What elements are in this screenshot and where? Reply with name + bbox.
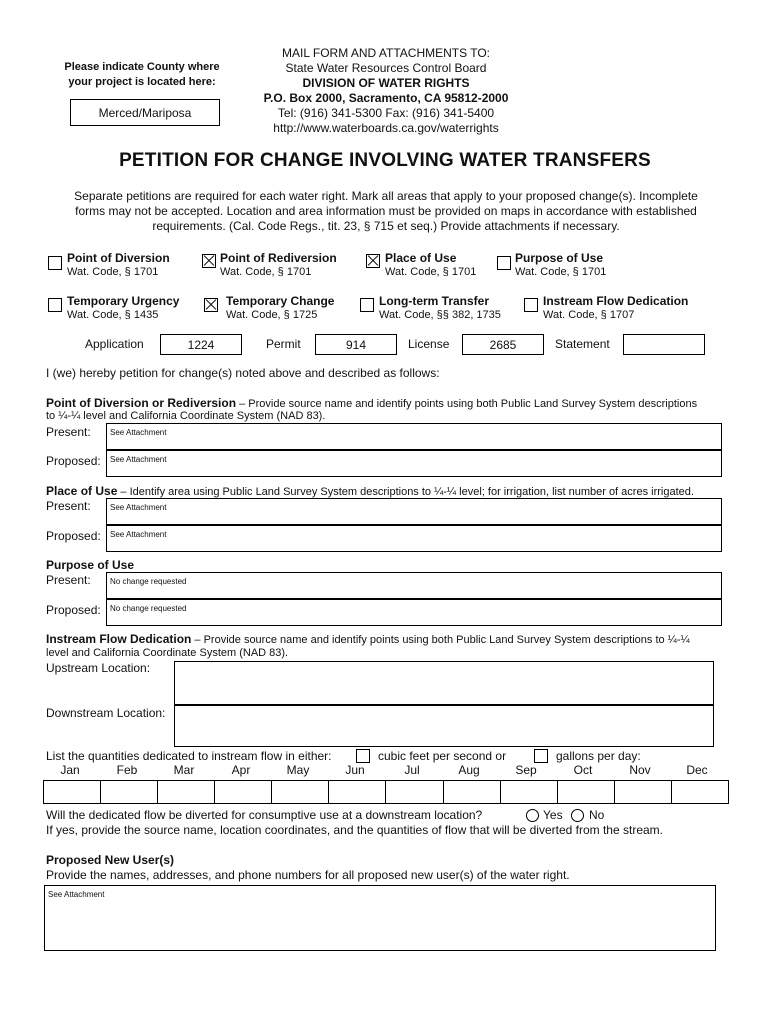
mail-line1: MAIL FORM AND ATTACHMENTS TO:	[281, 46, 491, 60]
pod-proposed-field[interactable]	[106, 450, 722, 477]
instream-heading	[46, 632, 746, 648]
new-users-desc: Provide the names, addresses, and phone numbers for all proposed new user(s) of the water right.	[46, 868, 570, 882]
option-code: Wat. Code, § 1701	[220, 266, 312, 278]
month-quantity-cell[interactable]	[329, 781, 386, 803]
option-title: Point of Diversion	[67, 251, 170, 265]
month-label: Dec	[686, 763, 708, 777]
new-users-value: See Attachment	[48, 890, 105, 899]
purpose-proposed-value: No change requested	[110, 604, 187, 613]
point-of-rediversion-checkbox[interactable]	[202, 254, 216, 268]
month-quantity-cell[interactable]	[272, 781, 329, 803]
pou-present-field[interactable]	[106, 498, 722, 525]
cfs-label: cubic feet per second or	[378, 749, 507, 763]
purpose-of-use-option	[515, 251, 606, 279]
intro-line2: forms may not be accepted. Location and area information must be provided on maps in accordance with established	[75, 204, 697, 218]
option-title: Place of Use	[385, 251, 457, 265]
month-quantity-cell[interactable]	[615, 781, 672, 803]
month-label: Jan	[60, 763, 80, 777]
purpose-present-value: No change requested	[110, 577, 187, 586]
month-label: Oct	[573, 763, 593, 777]
pod-present-value: See Attachment	[110, 428, 167, 437]
yes-label: Yes	[543, 808, 563, 822]
downstream-field[interactable]	[174, 705, 714, 747]
county-label	[52, 60, 232, 90]
pou-present-label: Present:	[46, 499, 91, 513]
month-quantity-cell[interactable]	[558, 781, 615, 803]
option-code: Wat. Code, § 1701	[385, 266, 477, 278]
month-quantity-cell[interactable]	[672, 781, 728, 803]
pou-desc1: – Identify area using Public Land Survey System descriptions to ¼-¼ level; for irrigation, list number of acres irrigated.	[117, 486, 694, 498]
option-title: Temporary Change	[226, 294, 335, 308]
consumptive-question: Will the dedicated flow be diverted for consumptive use at a downstream location?	[46, 808, 483, 822]
mail-address	[236, 46, 536, 136]
license-field[interactable]: 2685	[462, 334, 544, 355]
point-of-diversion-checkbox[interactable]	[48, 256, 62, 270]
temporary-urgency-option	[67, 294, 179, 322]
option-code: Wat. Code, § 1435	[67, 309, 159, 321]
intro-line1: Separate petitions are required for each water right. Mark all areas that apply to your proposed change(s). Incomplete	[74, 189, 698, 203]
point-of-diversion-option	[67, 251, 170, 279]
option-title: Temporary Urgency	[67, 294, 180, 308]
upstream-label: Upstream Location:	[46, 661, 151, 675]
upstream-field[interactable]	[174, 661, 714, 705]
mail-line5: Tel: (916) 341-5300 Fax: (916) 341-5400	[277, 106, 495, 120]
month-quantity-cell[interactable]	[501, 781, 558, 803]
instream-desc1: – Provide source name and identify points using both Public Land Survey System descriptions to ¼-¼	[191, 634, 690, 646]
pod-proposed-label: Proposed:	[46, 454, 101, 468]
application-field[interactable]: 1224	[160, 334, 242, 355]
option-title: Long-term Transfer	[379, 294, 490, 308]
application-label: Application	[85, 337, 144, 351]
permit-label: Permit	[266, 337, 301, 351]
month-quantity-cell[interactable]	[444, 781, 501, 803]
month-label: Feb	[116, 763, 138, 777]
month-label: Sep	[515, 763, 537, 777]
downstream-label: Downstream Location:	[46, 706, 166, 720]
county-label-line1: Please indicate County where	[64, 61, 220, 73]
petition-statement: I (we) hereby petition for change(s) noted above and described as follows:	[46, 366, 440, 380]
place-of-use-option	[385, 251, 476, 279]
option-code: Wat. Code, § 1701	[515, 266, 607, 278]
intro-line3: requirements. (Cal. Code Regs., tit. 23, § 715 et seq.) Provide attachments if necessary.	[152, 219, 620, 233]
long-term-transfer-checkbox[interactable]	[360, 298, 374, 312]
option-title: Purpose of Use	[515, 251, 604, 265]
option-code: Wat. Code, §§ 382, 1735	[379, 309, 501, 321]
temporary-change-option	[226, 294, 334, 322]
pod-present-field[interactable]	[106, 423, 722, 450]
pou-proposed-label: Proposed:	[46, 529, 101, 543]
purpose-present-label: Present:	[46, 573, 91, 587]
month-quantity-cell[interactable]	[386, 781, 443, 803]
gpd-checkbox[interactable]	[534, 749, 548, 763]
pod-desc1: – Provide source name and identify points using both Public Land Survey System descriptions	[236, 398, 698, 410]
month-quantity-cell[interactable]	[101, 781, 158, 803]
month-label: Aug	[458, 763, 480, 777]
statement-label: Statement	[555, 337, 610, 351]
county-label-line2: your project is located here:	[68, 76, 216, 88]
gpd-label: gallons per day:	[556, 749, 641, 763]
pod-title: Point of Diversion or Rediversion	[46, 396, 237, 410]
mail-line3: DIVISION OF WATER RIGHTS	[302, 76, 470, 90]
mail-line2: State Water Resources Control Board	[285, 61, 487, 75]
option-title: Instream Flow Dedication	[543, 294, 689, 308]
months-header	[45, 763, 725, 779]
month-label: Mar	[173, 763, 195, 777]
pou-present-value: See Attachment	[110, 503, 167, 512]
pou-title: Place of Use	[46, 484, 118, 498]
cfs-checkbox[interactable]	[356, 749, 370, 763]
instream-desc2: level and California Coordinate System (NAD 83).	[46, 647, 289, 659]
temporary-change-checkbox[interactable]	[204, 298, 218, 312]
county-field[interactable]: Merced/Mariposa	[70, 99, 220, 126]
pod-desc2: to ¼-¼ level and California Coordinate System (NAD 83).	[46, 410, 326, 422]
purpose-title: Purpose of Use	[46, 558, 135, 572]
option-code: Wat. Code, § 1725	[226, 309, 318, 321]
month-quantity-cell[interactable]	[158, 781, 215, 803]
purpose-proposed-field[interactable]	[106, 599, 722, 626]
month-quantity-cell[interactable]	[44, 781, 101, 803]
pou-proposed-field[interactable]	[106, 525, 722, 552]
statement-field[interactable]	[623, 334, 705, 355]
purpose-proposed-label: Proposed:	[46, 603, 101, 617]
month-label: Nov	[629, 763, 651, 777]
new-users-title: Proposed New User(s)	[46, 853, 175, 867]
instream-flow-dedication-option	[543, 294, 688, 322]
purpose-of-use-checkbox[interactable]	[497, 256, 511, 270]
month-label: Jun	[345, 763, 365, 777]
consumptive-followup: If yes, provide the source name, location coordinates, and the quantities of flow that will be diverted from the stream.	[46, 823, 663, 837]
instream-title: Instream Flow Dedication	[46, 632, 192, 646]
place-of-use-checkbox[interactable]	[366, 254, 380, 268]
month-label: Apr	[231, 763, 251, 777]
purpose-present-field[interactable]	[106, 572, 722, 599]
temporary-urgency-checkbox[interactable]	[48, 298, 62, 312]
point-of-rediversion-option	[220, 251, 337, 279]
mail-line4: P.O. Box 2000, Sacramento, CA 95812-2000	[263, 91, 509, 105]
license-label: License	[408, 337, 450, 351]
month-label: May	[286, 763, 310, 777]
month-quantity-cell[interactable]	[215, 781, 272, 803]
permit-field[interactable]: 914	[315, 334, 397, 355]
intro-text	[46, 189, 726, 234]
option-code: Wat. Code, § 1707	[543, 309, 635, 321]
new-users-field[interactable]	[44, 885, 716, 951]
pod-present-label: Present:	[46, 425, 91, 439]
form-title: PETITION FOR CHANGE INVOLVING WATER TRANSFERS	[119, 150, 651, 171]
mail-line6: http://www.waterboards.ca.gov/waterrights	[273, 121, 499, 135]
pou-proposed-value: See Attachment	[110, 530, 167, 539]
no-radio[interactable]	[571, 809, 584, 822]
option-title: Point of Rediversion	[220, 251, 337, 265]
monthly-quantities-grid	[43, 780, 729, 804]
quantities-text: List the quantities dedicated to instream flow in either:	[46, 749, 332, 763]
yes-radio[interactable]	[526, 809, 539, 822]
pod-proposed-value: See Attachment	[110, 455, 167, 464]
instream-flow-dedication-checkbox[interactable]	[524, 298, 538, 312]
long-term-transfer-option	[379, 294, 501, 322]
option-code: Wat. Code, § 1701	[67, 266, 159, 278]
no-label: No	[589, 808, 605, 822]
month-label: Jul	[404, 763, 420, 777]
